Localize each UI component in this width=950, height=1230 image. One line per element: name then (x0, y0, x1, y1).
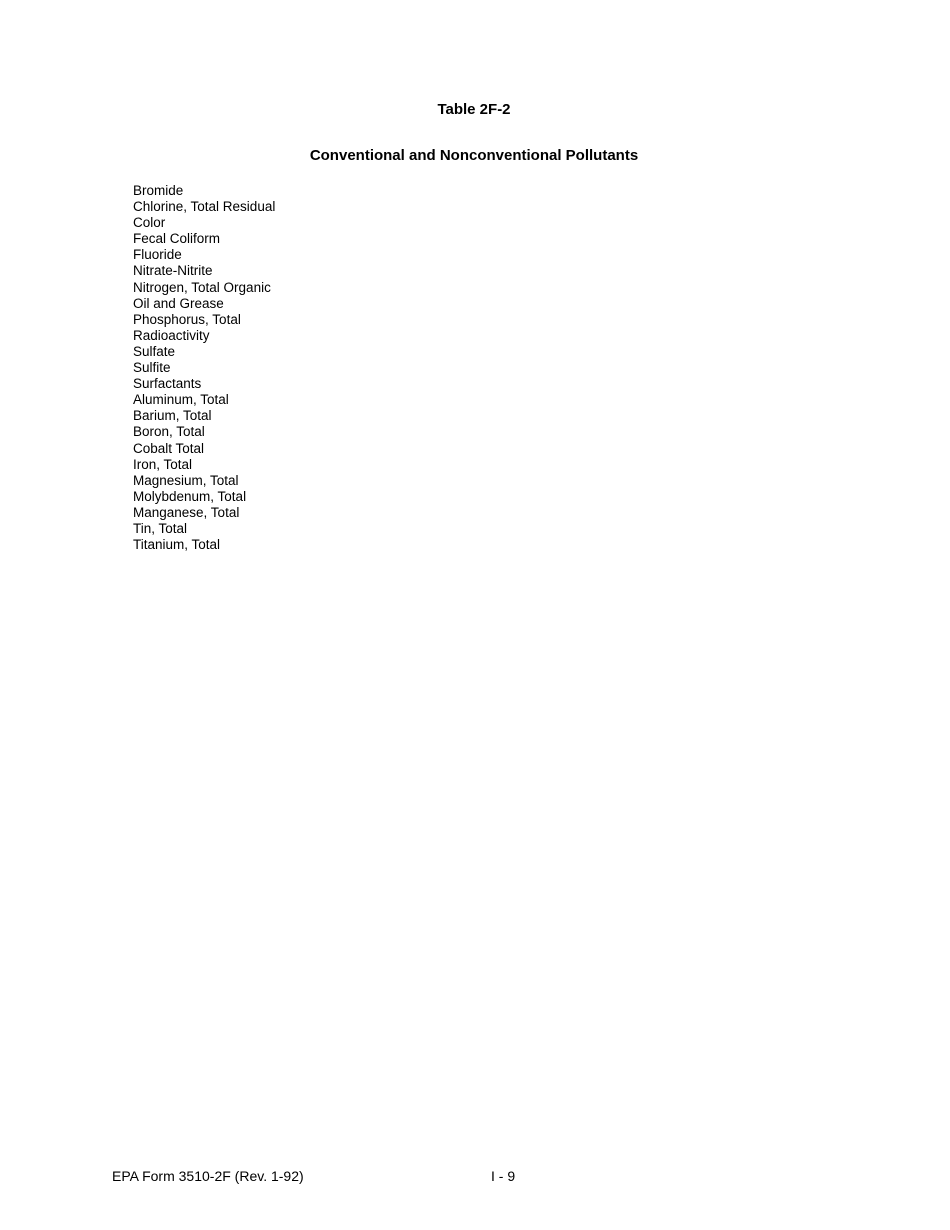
table-title: Table 2F-2 (437, 101, 511, 118)
pollutant-item: Manganese, Total (133, 504, 240, 520)
pollutant-item: Color (133, 215, 166, 231)
pollutant-item: Sulfite (133, 360, 171, 376)
pollutant-item: Phosphorus, Total (133, 311, 241, 327)
footer-form-id: EPA Form 3510-2F (Rev. 1-92) (112, 1168, 304, 1184)
pollutant-item: Iron, Total (133, 456, 193, 472)
pollutant-item: Nitrate-Nitrite (133, 263, 213, 279)
pollutant-item: Surfactants (133, 376, 202, 392)
pollutant-item: Fecal Coliform (133, 231, 221, 247)
table-subtitle: Conventional and Nonconventional Pollutants (309, 147, 639, 164)
pollutant-item: Sulfate (133, 343, 176, 359)
pollutant-item: Barium, Total (133, 408, 212, 424)
pollutant-item: Boron, Total (133, 424, 205, 440)
pollutant-item: Molybdenum, Total (133, 488, 247, 504)
pollutant-list (133, 183, 275, 553)
pollutant-item: Fluoride (133, 247, 182, 263)
pollutant-item: Chlorine, Total Residual (133, 199, 276, 215)
pollutant-item: Bromide (133, 183, 184, 198)
pollutant-item: Magnesium, Total (133, 472, 239, 488)
pollutant-item: Oil and Grease (133, 295, 224, 311)
pollutant-item: Tin, Total (133, 520, 188, 536)
footer-page-number: I - 9 (491, 1168, 516, 1184)
pollutant-item: Titanium, Total (133, 537, 221, 553)
pollutant-item: Cobalt Total (133, 440, 205, 456)
pollutant-item: Radioactivity (133, 327, 210, 343)
pollutant-item: Nitrogen, Total Organic (133, 279, 271, 295)
pollutant-item: Aluminum, Total (133, 392, 229, 408)
